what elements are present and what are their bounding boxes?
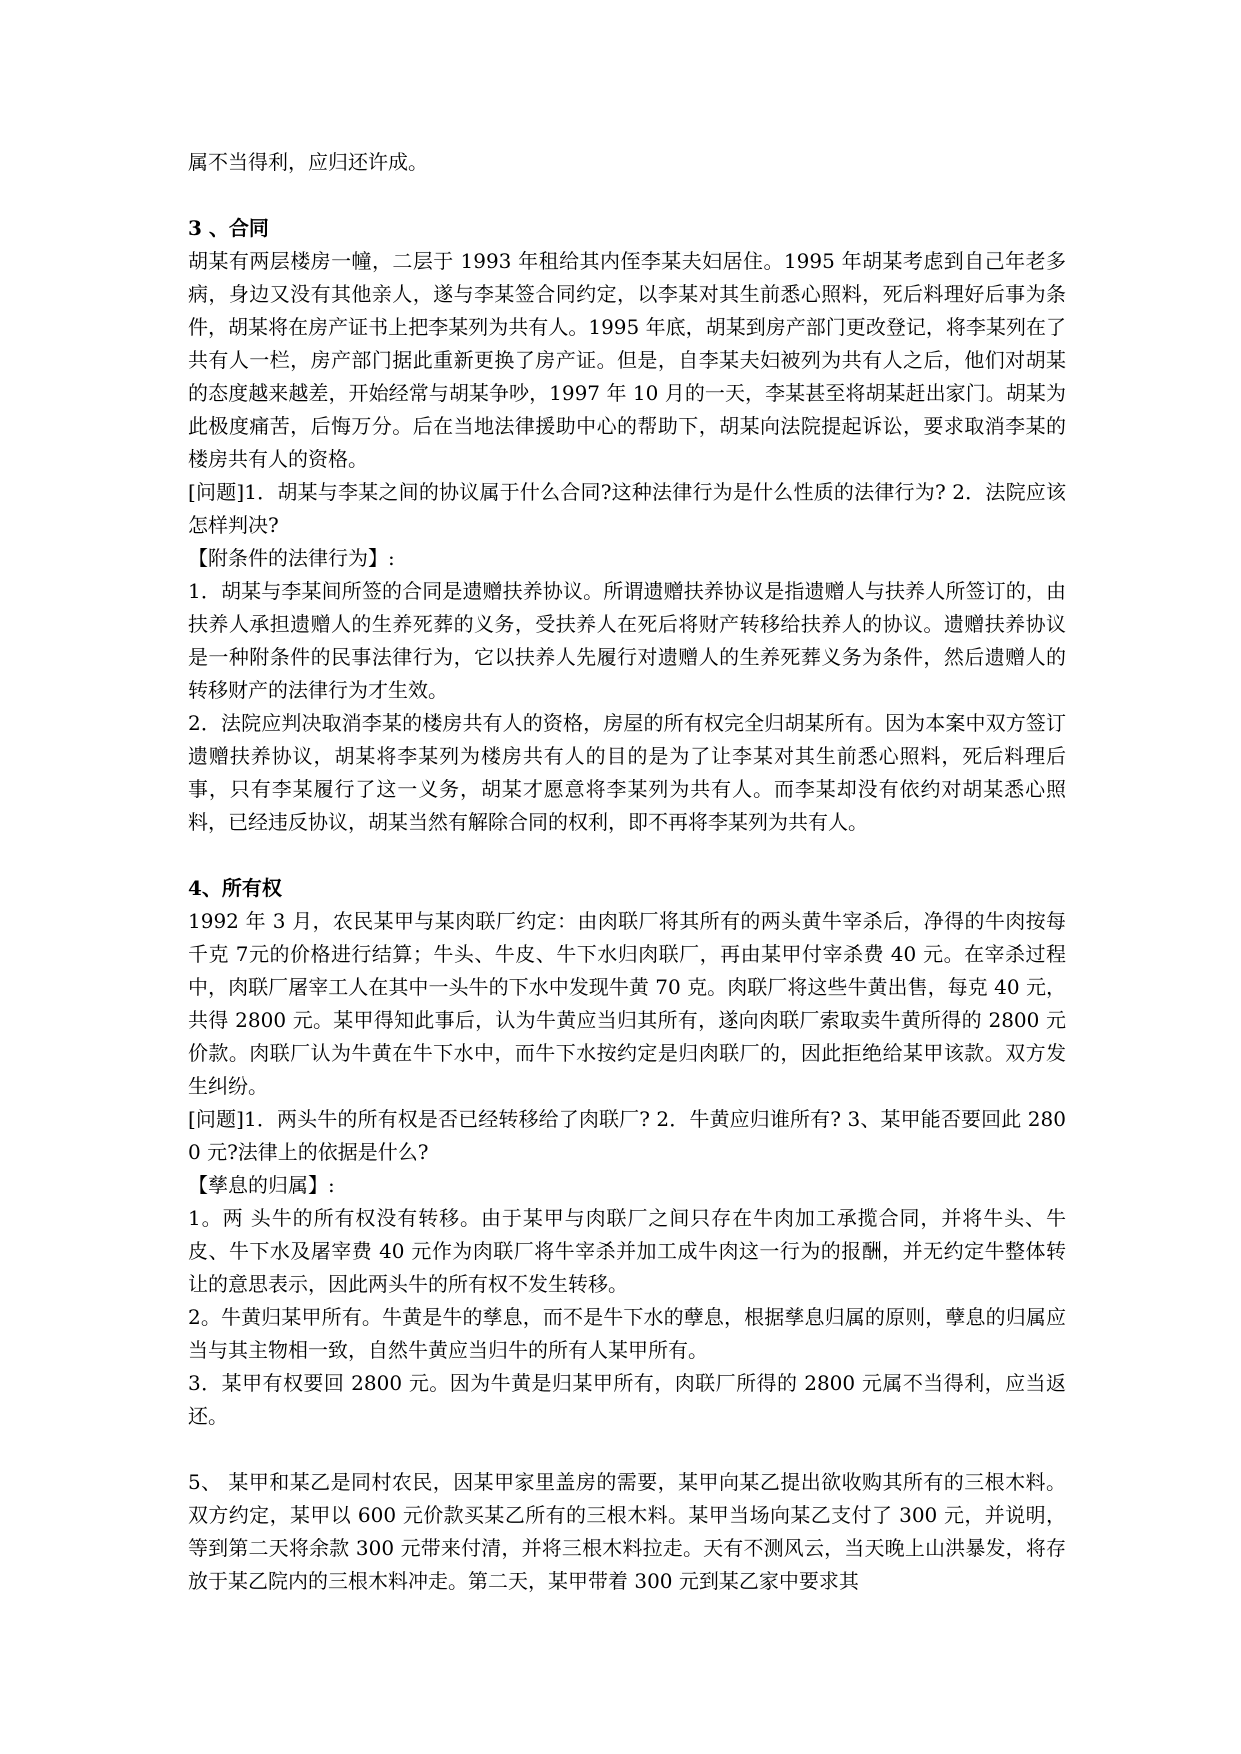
case-contract-questions: [问题]1．胡某与李某之间的协议属于什么合同?这种法律行为是什么性质的法律行为? 2．法院应该怎样判决?	[188, 480, 1066, 537]
case-contract-answer-1: 1．胡某与李某间所签的合同是遗赠扶养协议。所谓遗赠扶养协议是指遗赠人与扶养人所签订的，由扶养人承担遗赠人的生养死葬的义务，受扶养人在死后将财产转移给扶养人的协议。遗赠扶养协议是一种附条件的民事法律行为，它以扶养人先履行对遗赠人的生养死葬义务为条件，然后遗赠人的转移财产的法律行为才生效。	[188, 579, 1066, 702]
case-5-facts: 5、 某甲和某乙是同村农民，因某甲家里盖房的需要，某甲向某乙提出欲收购其所有的三根木料。双方约定，某甲以 600 元价款买某乙所有的三根木料。某甲当场向某乙支付了 300 元，并说明，等到第二天将余款 300 元带来付清，并将三根木料拉走。天有不测风云，当天晚上山洪暴发，将存放于某乙院内的三根木料冲走。第二天，某甲带着 300 元到某乙家中要求其	[188, 1470, 1066, 1593]
case-contract-topic: 【附条件的法律行为】:	[188, 546, 395, 570]
paragraph-intro-tail: 属不当得利，应归还许成。	[188, 150, 428, 174]
blank-line	[188, 839, 1066, 872]
case-ownership-questions: [问题]1．两头牛的所有权是否已经转移给了肉联厂? 2．牛黄应归谁所有? 3、某甲能否要回此 2800 元?法律上的依据是什么?	[188, 1107, 1066, 1164]
case-contract-answer-2: 2．法院应判决取消李某的楼房共有人的资格，房屋的所有权完全归胡某所有。因为本案中双方签订遗赠扶养协议，胡某将李某列为楼房共有人的目的是为了让李某对其生前悉心照料，死后料理后事，只有李某履行了这一义务，胡某才愿意将李某列为共有人。而李某却没有依约对胡某悉心照料，已经违反协议，胡某当然有解除合同的权利，即不再将李某列为共有人。	[188, 711, 1066, 834]
case-contract-facts: 胡某有两层楼房一幢，二层于 1993 年租给其内侄李某夫妇居住。1995 年胡某考虑到自己年老多病，身边又没有其他亲人，遂与李某签合同约定，以李某对其生前悉心照料，死后料理好后事为条件，胡某将在房产证书上把李某列为共有人。1995 年底，胡某到房产部门更改登记，将李某列在了共有人一栏，房产部门据此重新更换了房产证。但是，自李某夫妇被列为共有人之后，他们对胡某的态度越来越差，开始经常与胡某争吵，1997 年 10 月的一天，李某甚至将胡某赶出家门。胡某为此极度痛苦，后悔万分。后在当地法律援助中心的帮助下，胡某向法院提起诉讼，要求取消李某的楼房共有人的资格。	[188, 249, 1066, 471]
section-heading-ownership: 4、所有权	[188, 876, 282, 900]
case-ownership-answer-2: 2。牛黄归某甲所有。牛黄是牛的孳息，而不是牛下水的孽息，根据孳息归属的原则，孽息的归属应当与其主物相一致，自然牛黄应当归牛的所有人某甲所有。	[188, 1305, 1066, 1362]
blank-line	[188, 1433, 1066, 1466]
case-ownership-facts: 1992 年 3 月，农民某甲与某肉联厂约定：由肉联厂将其所有的两头黄牛宰杀后，净得的牛肉按每千克 7元的价格进行结算；牛头、牛皮、牛下水归肉联厂，再由某甲付宰杀费 40 元。在宰杀过程中，肉联厂屠宰工人在其中一头牛的下水中发现牛黄 70 克。肉联厂将这些牛黄出售，每克 40 元，共得 2800 元。某甲得知此事后，认为牛黄应当归其所有，遂向肉联厂索取卖牛黄所得的 2800 元价款。肉联厂认为牛黄在牛下水中，而牛下水按约定是归肉联厂的，因此拒绝给某甲该款。双方发生纠纷。	[188, 909, 1066, 1098]
case-ownership-answer-1: 1。两 头牛的所有权没有转移。由于某甲与肉联厂之间只存在牛肉加工承揽合同，并将牛头、牛皮、牛下水及屠宰费 40 元作为肉联厂将牛宰杀并加工成牛肉这一行为的报酬，并无约定牛整体转让的意思表示，因此两头牛的所有权不发生转移。	[188, 1206, 1066, 1296]
blank-line	[188, 179, 1066, 212]
section-heading-contract: 3 、合同	[188, 216, 269, 240]
case-ownership-answer-3: 3．某甲有权要回 2800 元。因为牛黄是归某甲所有，肉联厂所得的 2800 元属不当得利，应当返还。	[188, 1371, 1066, 1428]
case-ownership-topic: 【孳息的归属】:	[188, 1173, 335, 1197]
document-page	[188, 146, 1066, 1598]
